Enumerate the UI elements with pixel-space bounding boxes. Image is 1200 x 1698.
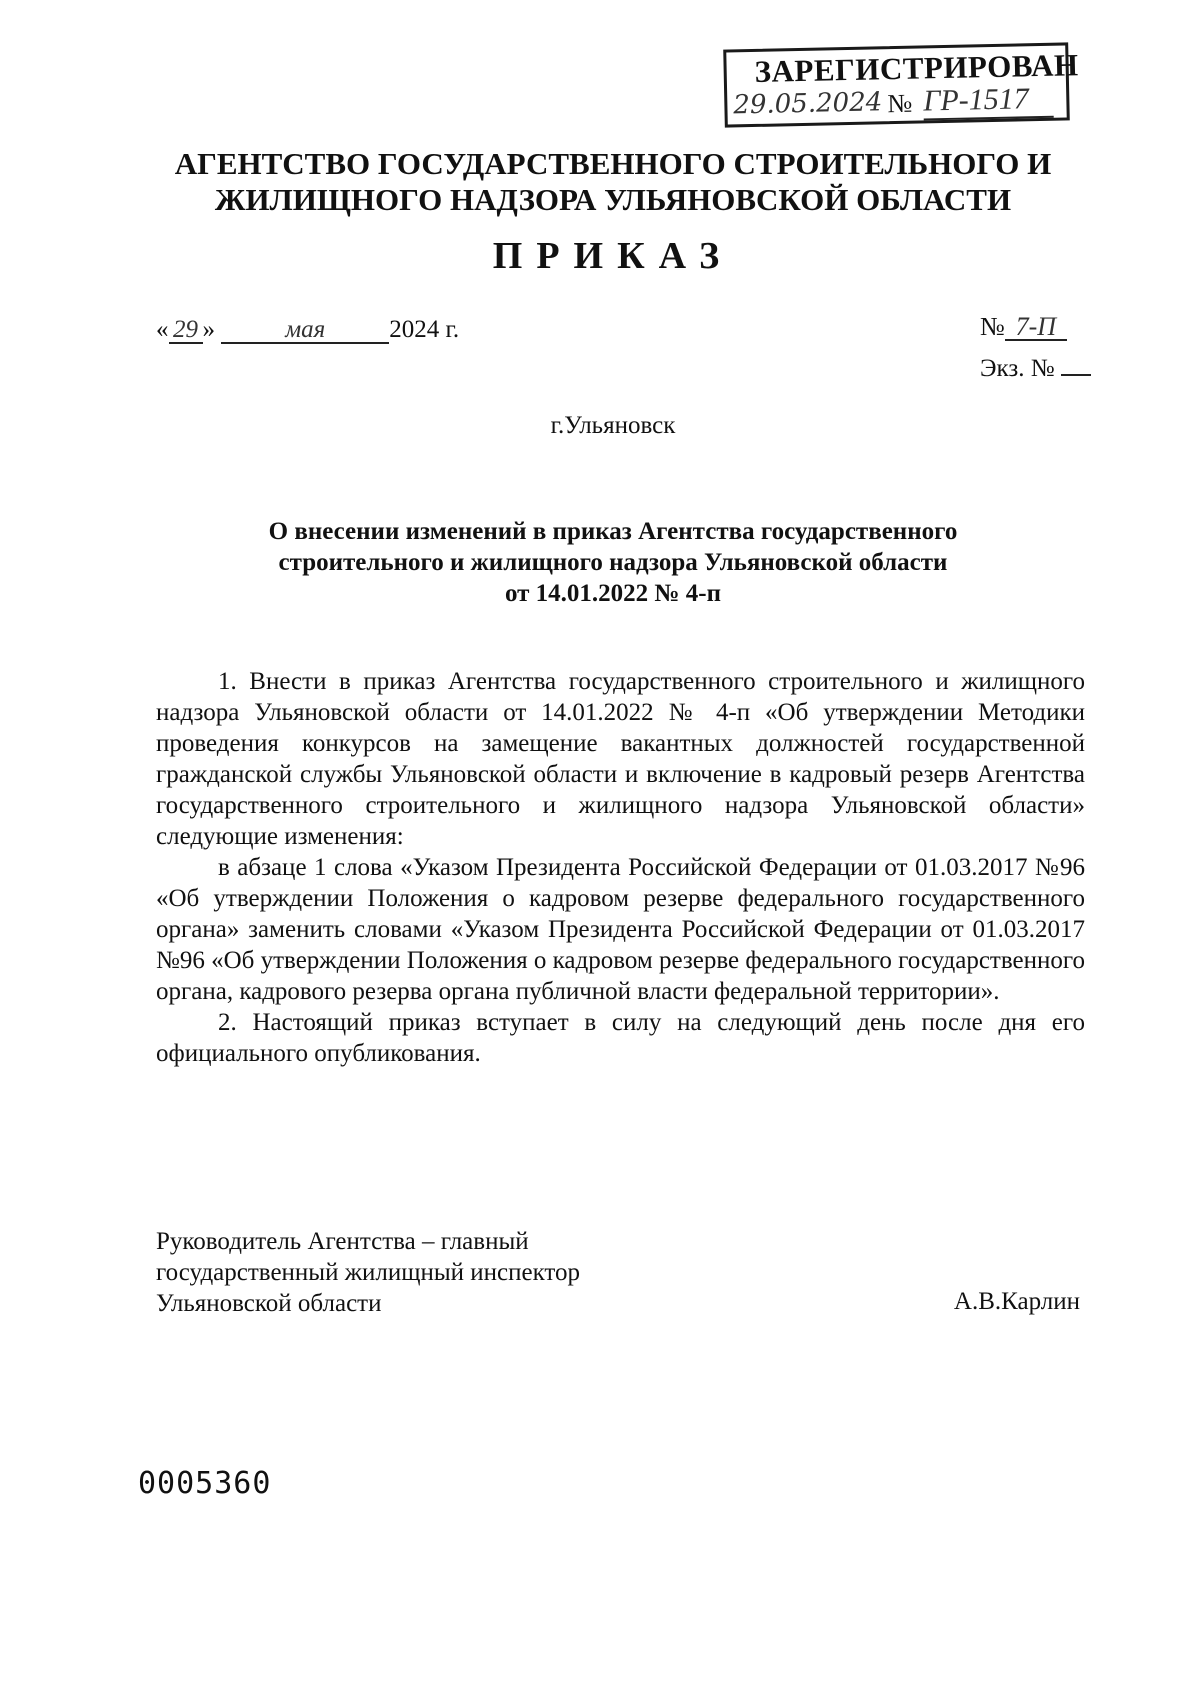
agency-name-line2: ЖИЛИЩНОГО НАДЗОРА УЛЬЯНОВСКОЙ ОБЛАСТИ [214, 182, 1012, 217]
signatory-position-line1: Руководитель Агентства – главный [156, 1228, 529, 1255]
agency-name [150, 146, 1076, 218]
date-quote-open: « [156, 316, 169, 343]
date-day: 29 [169, 318, 203, 344]
order-number-label: № [980, 312, 1005, 341]
date-quote-close: » [202, 316, 215, 343]
date-year: 2024 г. [389, 316, 460, 343]
stamp-date: 29.05.2024 [733, 87, 883, 121]
subject-line2: строительного и жилищного надзора Ульяновской области [278, 549, 948, 576]
stamp-number-label: № [887, 88, 913, 119]
body-paragraph-1: 1. Внести в приказ Агентства государственного строительного и жилищного надзора Ульяновской области от 14.01.2022 № 4-п «Об утверждении Методики проведения конкурсов на замещение вакантных должностей государственной гражданской службы Ульяновской области и включение в кадровый резерв Агентства государственного строительного и жилищного надзора Ульяновской области» следующие изменения: [156, 668, 1085, 850]
copy-number [980, 352, 1091, 383]
order-body [156, 666, 1085, 1069]
document-type-title: ПРИКАЗ [492, 235, 734, 277]
copy-number-label: Экз. № [980, 355, 1055, 382]
order-number [980, 312, 1067, 342]
stamp-title: ЗАРЕГИСТРИРОВАН [754, 47, 1079, 89]
body-paragraph-3: 2. Настоящий приказ вступает в силу на следующий день после дня его официального опубликования. [156, 1009, 1085, 1067]
body-paragraph-2: в абзаце 1 слова «Указом Президента Российской Федерации от 01.03.2017 №96 «Об утверждении Положения о кадровом резерве федерального государственного органа» заменить словами «Указом Президента Российской Федерации от 01.03.2017 №96 «Об утверждении Положения о кадровом резерве федерального государственного органа, кадрового резерва органа публичной власти федеральной территории». [156, 854, 1086, 1005]
date-month: мая [221, 318, 389, 344]
agency-name-line1: АГЕНТСТВО ГОСУДАРСТВЕННОГО СТРОИТЕЛЬНОГО И [174, 146, 1052, 181]
subject-line1: О внесении изменений в приказ Агентства государственного [268, 518, 958, 545]
order-subject [170, 516, 1056, 609]
subject-line3: от 14.01.2022 № 4-п [504, 580, 722, 607]
stamp-number: ГР-1517 [923, 82, 1054, 121]
copy-number-blank [1061, 352, 1091, 376]
signatory-position-line2: государственный жилищный инспектор [156, 1259, 581, 1286]
serial-number: 0005360 [138, 1466, 272, 1501]
order-date [156, 316, 459, 344]
signatory-position [156, 1226, 676, 1319]
order-number-value: 7-П [1005, 315, 1067, 341]
registration-stamp [723, 42, 1079, 127]
signatory-name: А.В.Карлин [953, 1288, 1080, 1315]
city: г.Ульяновск [550, 412, 676, 439]
signatory-position-line3: Ульяновской области [156, 1290, 382, 1317]
